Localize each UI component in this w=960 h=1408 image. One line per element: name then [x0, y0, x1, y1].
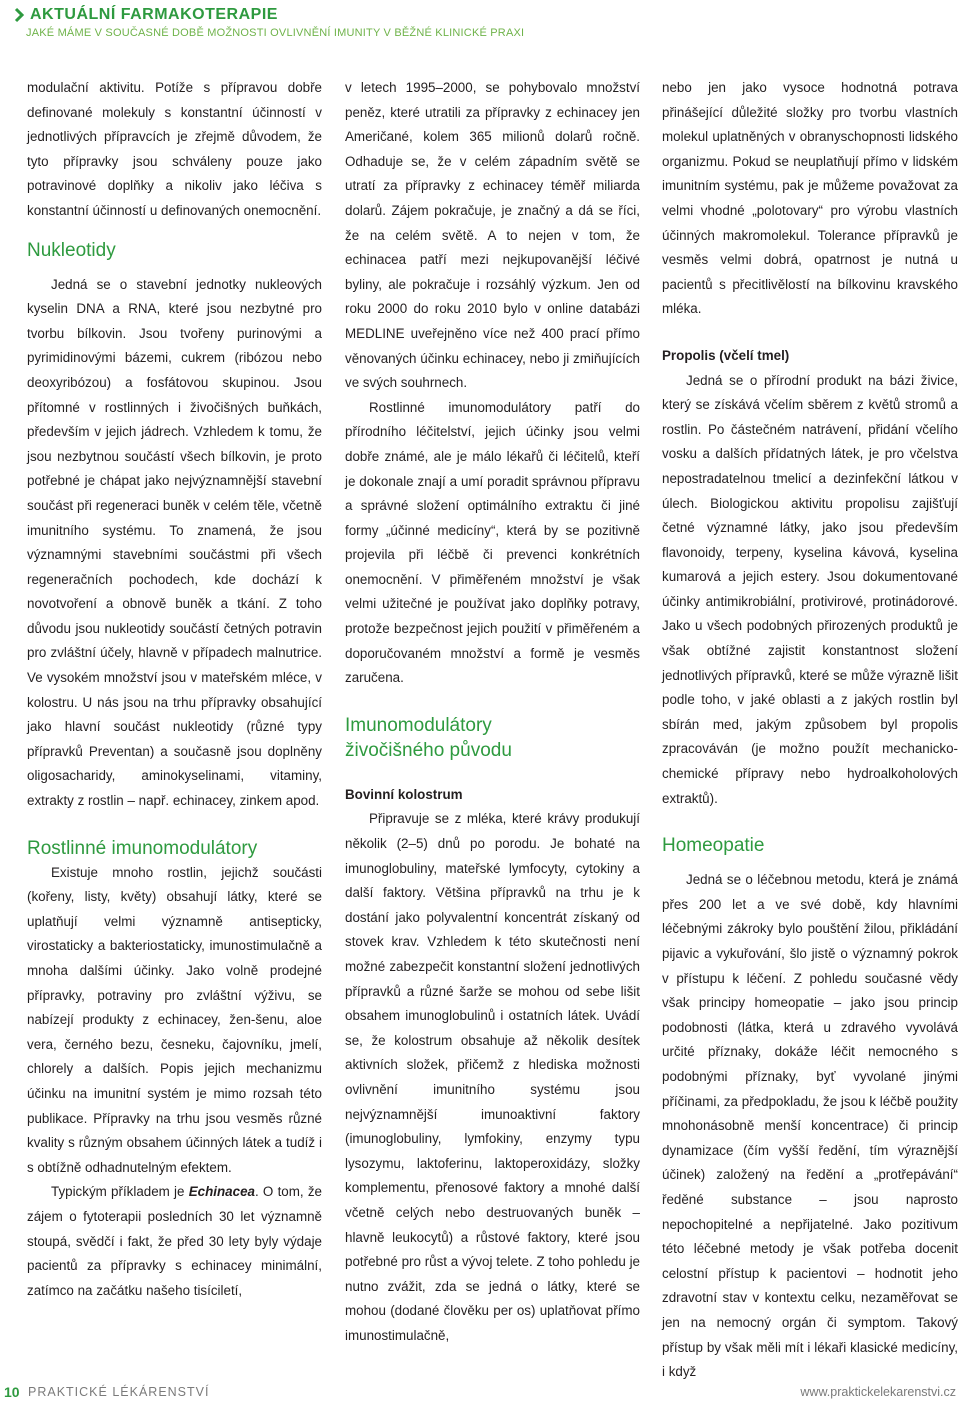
- paragraph: v letech 1995–2000, se pohybovalo množství peněz, které utratili za přípravky z echinacey jen Američané, kolem 365 milionů dolarů ročně. Odhaduje se, že v celém západním světě se utratí za přípravky z echinacey téměř miliarda dolarů. Zájem pokračuje, je značný a dá se říci, že na celém světě. A to nejen v tom, že echinacea patří mezi nejkupovanější léčivé byliny, ale pokračuje i rozsáhlý výzkum. Jen od roku 2000 do roku 2010 bylo v online databázi MEDLINE uveřejněno více než 400 prací přímo věnovaných účinku echinacey, nebo ji zmiňujících ve svých souhrnech.: [345, 80, 640, 391]
- heading-rostlinne-imunomodulatory: Rostlinné imunomodulátory: [27, 837, 258, 859]
- magazine-name: PRAKTICKÉ LÉKÁRENSTVÍ: [28, 1385, 210, 1399]
- page-footer: [0, 1384, 960, 1406]
- echinacea-term: Echinacea: [188, 1184, 255, 1200]
- paragraph: Připravuje se z mléka, které krávy produkují několik (2–5) dnů po porodu. Je bohaté na imunoglobuliny, mateřské lymfocyty, cytokiny a další faktory. Většina přípravků na trhu je k dostání jako polyvalentní koncentrát získaný od stovek krav. Vzhledem k této skutečnosti není možné zabezpečit konstantní složení jednotlivých přípravků a různé šarže se mohou od sebe lišit obsahem imunoglobulinů i ostatních látek. Uvádí se, že kolostrum obsahuje až několik desítek aktivních složek, přičemž z hlediska možnosti ovlivnění imunitního systému jsou nejvýznamnější imunoaktivní faktory (imunoglobuliny, lymfokiny, enzymy typu lysozymu, laktoferinu, laktoperoxidázy, složky komplementu, přenosové faktory a mnohé další včetně celých nebo destruovaných buněk – hlavně leukocytů) a růstové faktory, které jsou potřebné pro růst a vývoj telete. Z toho pohledu je nutno zvážit, zda se jedná o látky, které se mohou (dodané člověku per os) uplatňovat přímo imunostimulačně,: [345, 811, 640, 1343]
- section-title: [14, 6, 934, 24]
- section-subtitle: JAKÉ MÁME V SOUČASNÉ DOBĚ MOŽNOSTI OVLIVNĚNÍ IMUNITY V BĚŽNÉ KLINICKÉ PRAXI: [26, 27, 525, 39]
- paragraph-echinacea: Typickým příkladem je Echinacea. O tom, že zájem o fytoterapii posledních 30 let významně stoupá, svědčí i fakt, že před 30 lety byly výdaje pacientů za přípravky s echinacey minimální, zatímco na začátku našeho tisíciletí,: [27, 1184, 322, 1298]
- section-title-text: AKTUÁLNÍ FARMAKOTERAPIE: [30, 6, 278, 23]
- paragraph: Existuje mnoho rostlin, jejichž součásti (kořeny, listy, květy) obsahují látky, které se uplatňují velmi významně antisepticky, virostaticky a bakteriostaticky, imunostimulačně a mnoha dalšími účinky. Jako volně prodejné přípravky, potraviny pro zvláštní výživu, se nabízejí produkty z echinacey, žen-šenu, aloe vera, černého bezu, česneku, čajovníku, jmelí, chlorely a dalších. Popis jejich mechanizmu účinku na imunitní systém je mimo rozsah této publikace. Přípravky na trhu jsou vesměs různé kvality s různým obsahem účinných látek a tudíž i s obtížně odhadnutelným efektem.: [27, 864, 322, 1175]
- heading-nukleotidy: Nukleotidy: [27, 239, 116, 261]
- page-number: 10: [4, 1384, 20, 1400]
- column-3: [662, 76, 958, 1385]
- paragraph: Rostlinné imunomodulátory patří do přírodního léčitelství, jejich účinky jsou velmi dobře známé, ale je málo lékařů či léčitelů, kteří je dokonale znají a umí poradit správnou přípravu a správné složení optimálního extraktu či jiné formy „účinné medicíny“, která by se pozitivně projevila při léčbě či prevenci konkrétních onemocnění. V přiměřeném množství je však velmi užitečné je používat jako doplňky potravy, protože bezpečnost jejich použití v přiměřeném a doporučovaném množství a formě je vesměs zaručena.: [345, 399, 640, 686]
- column-1: [27, 76, 322, 1303]
- heading-imunomodulatory-zivocisneho-puvodu: Imunomodulátory živočišného původu: [345, 714, 512, 761]
- website-url: www.praktickelekarenstvi.cz: [800, 1385, 956, 1399]
- page-header: [14, 6, 934, 39]
- paragraph: nebo jen jako vysoce hodnotná potrava přinášející důležité složky pro tvorbu vlastních molekul uplatněných v obranyschopnosti lidského organizmu. Pokud se neuplatňují přímo v lidském imunitním systému, pak je můžeme považovat za velmi vhodné „polotovary“ pro výrobu vlastních účinných makromolekul. Tolerance přípravků je vesměs velmi dobrá, opatrnost je nutná u pacientů s přecitlivělostí na bílkovinu kravského mléka.: [662, 80, 958, 317]
- heading-bovinni-kolostrum: Bovinní kolostrum: [345, 786, 463, 802]
- paragraph: Jedná se o stavební jednotky nukleových kyselin DNA a RNA, které jsou nezbytné pro tvorbu bílkovin. Jsou tvořeny purinovými a pyrimidinovými bázemi, cukrem (ribózou nebo deoxyribózou) a fosfátovou skupinou. Jsou přítomné v rostlinných i živočišných buňkách, především v jejich jádrech. Vzhledem k tomu, že jsou nezbytnou součástí všech bílkovin, je proto potřebné je chápat jako nejvýznamnější stavební součást při regeneraci buněk v celém těle, včetně imunitního systému. To znamená, že jsou významnými stavebními součástmi při všech regeneračních pochodech, kde dochází k novotvoření a obnově buněk a tkání. Z toho důvodu jsou nukleotidy součástí četných potravin pro zvláštní účely, hlavně v případech malnutrice. Ve vysokém množství jsou v mateřském mléce, v kolostru. U nás jsou na trhu přípravky obsahující jako hlavní součást nukleotidy (různé typy přípravků Preventan) a současně jsou doplněny oligosacharidy, aminokyselinami, vitaminy, extrakty z rostlin – např. echinacey, zinkem apod.: [27, 276, 322, 809]
- paragraph: Jedná se o léčebnou metodu, která je známá přes 200 let a ve své době, kdy hlavními léčebnými zákroky bylo pouštění žilou, přikládání pijavic a vykuřování, šlo jistě o významný pokrok v přístupu k léčení. Z pohledu současné vědy však principy homeopatie – jako jsou princip podobnosti (látka, která u zdravého vyvolává určité příznaky, dokáže léčit nemocného s podobnými příznaky, byť vyvolané jinými příčinami, za předpokladu, že jsou k léčbě použity mnohonásobně menší koncentrace) či princip dynamizace (čím vyšší ředění, tím výraznější účinek) založený na ředění a „protřepávání“ ředěné substance – jsou naprosto nepochopitelné a nepřijatelné. Jako pozitivum této léčebné metody je však potřeba docenit celostní přístup k pacientovi – hodnotit jeho zdravotní stav v kontextu celku, nezaměřovat se jen na nemocný orgán či symptom. Takový přístup by však měli mít i lékaři klasické medicíny, i když: [662, 872, 958, 1380]
- paragraph: modulační aktivitu. Potíže s přípravou dobře definované molekuly s konstantní účinností v jednotlivých přípravcích je zřejmě důvodem, že tyto přípravky jsou schváleny pouze jako potravinové doplňky a nikoliv jako léčiva s konstantní účinností u definovaných onemocnění.: [27, 80, 322, 218]
- column-2: [345, 76, 640, 1349]
- heading-homeopatie: Homeopatie: [662, 835, 765, 857]
- chevron-right-icon: [14, 7, 24, 23]
- paragraph: Jedná se o přírodní produkt na bázi živice, který se získává včelím sběrem z květů stromů a rostlin. Po částečném natrávení, přidání včelího vosku a dalších přídatných látek, je pro včelstva nepostradatelnou tmelicí a dezinfekční látkou v úlech. Biologickou aktivitu propolisu zajišťují četné významné látky, jako jsou především flavonoidy, terpeny, kyselina kávová, kyselina kumarová a jejich estery. Jsou dokumentované účinky antimikrobiální, protivirové, protinádorové. Jako u všech podobných přirozených produktů je však obtížné zajistit konstantnost složení jednotlivých přípravků, které se může výrazně lišit podle toho, v jaké oblasti a z jakých rostlin byl sbírán med, jakým způsobem byl propolis zpracováván (je možno použít mechanicko-chemické přípravy nebo hydroalkoholových extraktů).: [662, 372, 958, 806]
- heading-propolis: Propolis (včelí tmel): [662, 347, 790, 363]
